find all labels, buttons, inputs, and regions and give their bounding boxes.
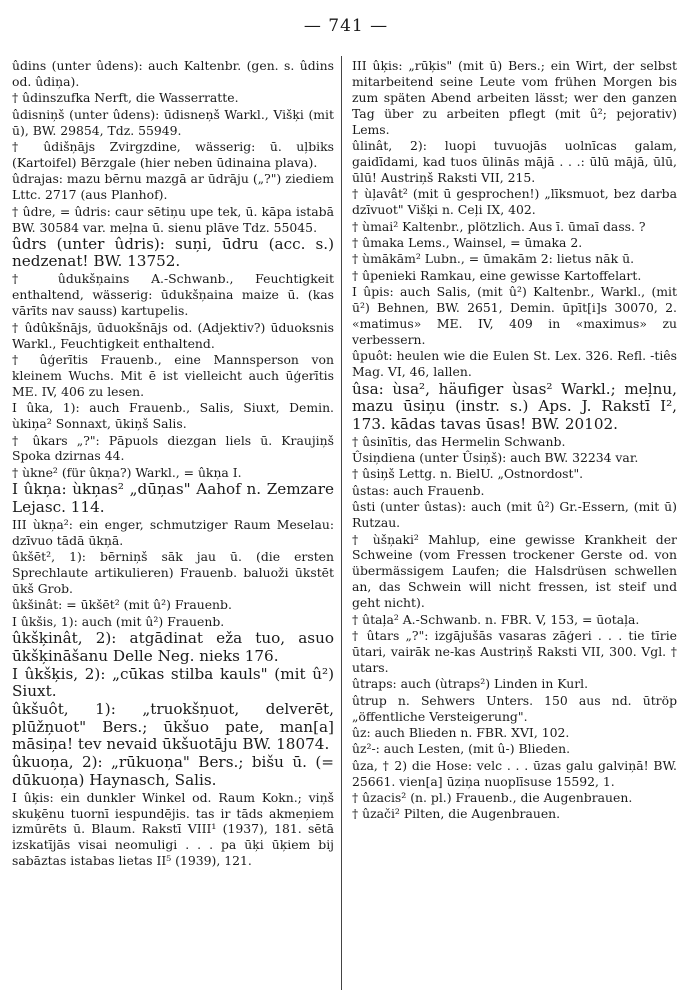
dictionary-entry: I ûkšis, 1): auch (mit û²) Frauenb.	[12, 613, 225, 629]
dictionary-entry: ûkšuôt, 1): „truokšņuot, delverēt, plūžņuot" Bers.; ūkšuo pate, man[a] māsiņa! tev nevaid ūkšuotāju BW. 18074.	[12, 700, 334, 754]
dictionary-entry: I ûkņa: ùkņas² „dūņas" Aahof n. Zemzare Lejasc. 114.	[12, 480, 334, 516]
dictionary-entry: ûkšēt², 1): bērniņš sāk jau ū. (die ersten Sprechlaute artikulieren) Frauenb. baluoži ūkstēt ūkš Grob.	[12, 549, 334, 596]
dictionary-entry: † ûģerītis Frauenb., eine Mannsperson von kleinem Wuchs. Mit ē ist vielleicht auch ūģerītis ME. IV, 406 zu lesen.	[12, 352, 334, 399]
dictionary-entry: † ûsiņš Lettg. n. BielU. „Ostnordost".	[352, 466, 584, 482]
dictionary-entry: † ûdinszufka Nerft, die Wasserratte.	[12, 90, 239, 106]
page-number: — 741 —	[303, 16, 389, 36]
dictionary-entry: † ûtaļa² A.-Schwanb. n. FBR. V, 153, = ūotaļa.	[352, 611, 640, 627]
dictionary-entry: I ûpis: auch Salis, (mit û²) Kaltenbr., Warkl., (mit ū²) Behnen, BW. 2651, Demin. ūpīt[i]s 30070, 2. «matimus» ME. IV, 409 in «maximus» zu verbessern.	[352, 284, 677, 347]
dictionary-entry: † ûkars „?": Pāpuols diezgan liels ū. Kraujiņš Spoka dzirnas 44.	[12, 432, 334, 464]
dictionary-entry: I ûka, 1): auch Frauenb., Salis, Siuxt, Demin. ùkiņa² Sonnaxt, ūkiņš Salis.	[12, 400, 334, 432]
dictionary-entry: † ùšņaki² Mahlup, eine gewisse Krankheit der Schweine (vom Fressen trockener Gerste od. von übermässigem Laufen; die Halsdrüsen schwellen an, das Schwein will nicht fressen, ist steif und geht nicht).	[352, 531, 677, 611]
dictionary-entry: † ùmai² Kaltenbr., plötzlich. Aus ī. ūmaī dass. ?	[352, 218, 646, 234]
left-column	[12, 58, 334, 870]
dictionary-entry: † ûmaka Lems., Wainsel, = ūmaka 2.	[352, 234, 583, 250]
dictionary-entry: ûkšķinât, 2): atgādinat eža tuo, asuo ūkšķināšanu Delle Neg. nieks 176.	[12, 629, 334, 665]
dictionary-entry: † ûsinītis, das Hermelin Schwanb.	[352, 433, 566, 449]
dictionary-entry: ûdrs (unter ûdris): suņi, ūdru (acc. s.) nedzenat! BW. 13752.	[12, 234, 334, 271]
dictionary-entry: † ûzači² Pilten, die Augenbrauen.	[352, 806, 561, 822]
dictionary-entry: ûkšinât: = ūkšēt² (mit û²) Frauenb.	[12, 597, 232, 613]
dictionary-entry: † ûpenieki Ramkau, eine gewisse Kartoffelart.	[352, 267, 642, 283]
dictionary-entry: III ûķis: „rūķis" (mit ū) Bers.; ein Wirt, der selbst mitarbeitend seine Leute vom frühen Morgen bis zum späten Abend arbeiten lässt; wer den ganzen Tag über zu arbeiten pflegt (mit û²; pejorativ) Lems.	[352, 58, 677, 137]
dictionary-entry: ûdins (unter ûdens): auch Kaltenbr. (gen. s. ûdins od. ûdiņa).	[12, 58, 334, 89]
dictionary-entry: ûdrajas: mazu bērnu mazgā ar ūdrāju („?") ziediem Lttc. 2717 (aus Planhof).	[12, 171, 334, 203]
dictionary-entry: ûsti (unter ûstas): auch (mit û²) Gr.-Essern, (mit ū) Rutzau.	[352, 499, 677, 531]
dictionary-entry: ûstas: auch Frauenb.	[352, 482, 485, 498]
dictionary-entry: ûtrup n. Sehwers Unters. 150 aus nd. ūtröp „öffentliche Versteigerung".	[352, 692, 677, 724]
dictionary-entry: ûsa: ùsa², häufiger ùsas² Warkl.; meļnu, mazu ūsiņu (instr. s.) Aps. J. Rakstī I², 173. kādas tavas ūsas! BW. 20102.	[352, 379, 677, 433]
dictionary-entry: ûz²-: auch Lesten, (mit û-) Blieden.	[352, 741, 571, 757]
dictionary-entry: † ûzacis² (n. pl.) Frauenb., die Augenbrauen.	[352, 790, 633, 806]
dictionary-entry: ûlinât, 2): luopi tuvuojās uolnīcas galam, gaidīdami, kad tuos ūlinās mājā . . .: ūlū mājā, ūlū, ūlū! Austriņš Raksti VII, 215.	[352, 138, 677, 185]
dictionary-entry: † ûdûkšnājs, ūduokšnājs od. (Adjektiv?) ūduoksnis Warkl., Feuchtigkeit enthaltend.	[12, 319, 334, 351]
dictionary-entry: † ûtars „?": izgājušās vasaras zāģeri . . . tie tīrie ūtari, vairāk ne-kas Austriņš Raksti VII, 300. Vgl. † utars.	[352, 628, 677, 675]
dictionary-entry: † ûdukšņains A.-Schwanb., Feuchtigkeit enthaltend, wässerig: ūdukšņaina maize ū. (kas vārīts nav sauss) kartupelis.	[12, 271, 334, 319]
dictionary-entry: ûz: auch Blieden n. FBR. XVI, 102.	[352, 724, 570, 740]
column-divider	[341, 56, 342, 990]
dictionary-entry: III ùkņa²: ein enger, schmutziger Raum Meselau: dzīvuo tādā ūkņā.	[12, 516, 334, 548]
dictionary-entry: I ûķis: ein dunkler Winkel od. Raum Kokn.; viņš skuķēnu tuornī iespundējis. tas ir tāds akmeņiem izmūrēts ū. Blaum. Rakstī VIII¹ (1937), 181. sētā izskatījās visai neomuligi . . . pa ūķi ūķiem bij sabāztas istabas lietas II⁵ (1939), 121.	[12, 789, 334, 869]
dictionary-entry: † ùļavât² (mit ū gesprochen!) „līksmuot, bez darba dzīvuot" Višķi n. Ceļi IX, 402.	[352, 186, 677, 218]
dictionary-entry: I ûkšķis, 2): „cūkas stilba kauls" (mit û²) Siuxt.	[12, 664, 334, 701]
dictionary-entry: Ûsiņdiena (unter Ûsiņš): auch BW. 32234 var.	[352, 450, 639, 466]
dictionary-entry: ûtraps: auch (ùtraps²) Linden in Kurl.	[352, 676, 589, 692]
dictionary-entry: ûpuôt: heulen wie die Eulen St. Lex. 326. Refl. -tiês Mag. VI, 46, lallen.	[352, 348, 677, 380]
dictionary-entry: † ùmākām² Lubn., = ūmakām 2: lietus nāk ū.	[352, 251, 635, 267]
right-column	[352, 58, 677, 823]
dictionary-entry: † ûdre, = ûdris: caur sētiņu upe tek, ū. kāpa istabā BW. 30584 var. meļna ū. sienu plāve Tdz. 55045.	[12, 203, 334, 235]
dictionary-entry: ûdisniņš (unter ûdens): ūdisneņš Warkl., Višķi (mit ū), BW. 29854, Tdz. 55949.	[12, 106, 334, 138]
dictionary-entry: † ûdišņājs Zvirgzdine, wässerig: ū. uļbiks (Kartoifel) Bērzgale (hier neben ūdinaina plava).	[12, 139, 334, 170]
dictionary-entry: † ùkne² (für ûkņa?) Warkl., = ûkņa I.	[12, 464, 242, 480]
dictionary-entry: ûza, † 2) die Hose: velc . . . ūzas galu galviņā! BW. 25661. vien[a] ūziņa nuoplīsuse 15592, 1.	[352, 757, 677, 789]
dictionary-entry: ûkuoņa, 2): „rūkuoņa" Bers.; bišu ū. (= dūkuoņa) Haynasch, Salis.	[12, 753, 334, 789]
